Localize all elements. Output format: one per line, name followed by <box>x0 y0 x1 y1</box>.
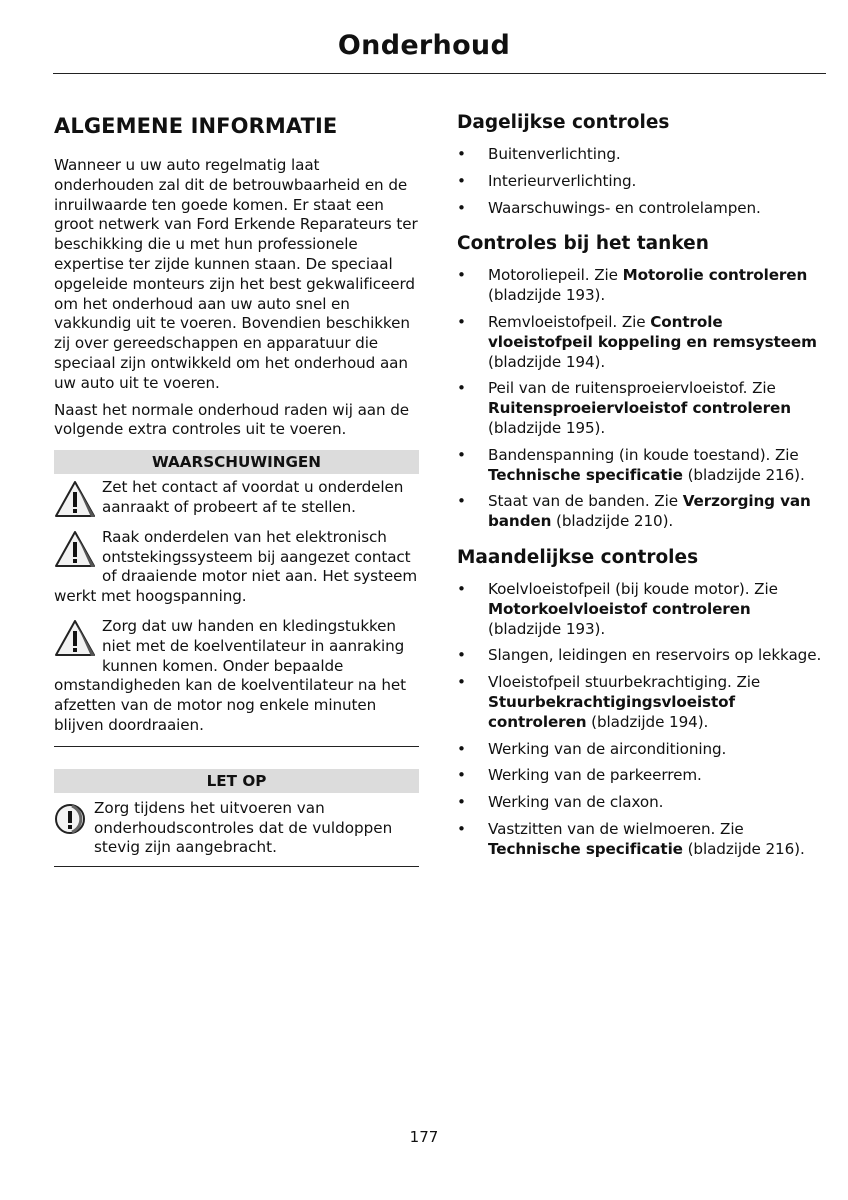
bullet-icon: • <box>457 766 466 785</box>
warning-item <box>54 528 419 607</box>
monthly-checks-list <box>457 580 825 860</box>
warning-text: Zorg dat uw handen en kledingstukken niet met de koelventilateur in aanraking kunnen komen. Onder bepaalde omstandigheden kan de koelventilateur na het afzetten van de motor nog enkele minuten blijven doordraaien. <box>54 616 406 734</box>
warnings-end-rule <box>54 746 419 747</box>
bullet-icon: • <box>457 266 466 285</box>
bullet-icon: • <box>457 579 466 598</box>
warning-text: Raak onderdelen van het elektronisch ontstekingssysteem bij aangezet contact of draaiende motor niet aan. Het systeem werkt met hoogspanning. <box>54 527 418 606</box>
list-item: • Motoroliepeil. Zie Motorolie controleren (bladzijde 193). <box>457 266 808 305</box>
fuel-checks-heading: Controles bij het tanken <box>457 233 709 255</box>
cross-reference: Verzorging van banden <box>488 492 811 531</box>
daily-checks-list <box>457 145 825 218</box>
list-item: • Vloeistofpeil stuurbekrachtiging. Zie Stuurbekrachtigingsvloeistof controleren (bladzijde 194). <box>457 673 761 731</box>
bullet-icon: • <box>457 198 466 217</box>
warning-triangle-icon <box>54 479 96 519</box>
left-column <box>54 108 419 867</box>
list-item: • Peil van de ruitensproeiervloeistof. Zie Ruitensproeiervloeistof controleren (bladzijde 195). <box>457 379 791 437</box>
intro-paragraph: Wanneer u uw auto regelmatig laat onderhouden zal dit de betrouwbaarheid en de inruilwaarde ten goede komen. Er staat een groot netwerk van Ford Erkende Reparateurs ter beschikking die u met hun professionele expertise ter zijde kunnen staan. De speciaal opgeleide monteurs zijn het best gekwalificeerd om het onderhoud aan uw auto snel en vakkundig uit te voeren. Bovendien beschikken zij over gereedschappen en apparatuur die speciaal zijn ontwikkeld om het onderhoud aan uw auto uit te voeren. <box>54 156 418 392</box>
cross-reference: Controle vloeistofpeil koppeling en remsysteem <box>488 312 817 351</box>
fuel-checks-list <box>457 266 825 532</box>
list-item: • Waarschuwings- en controlelampen. <box>457 198 761 217</box>
warning-triangle-icon <box>54 529 96 569</box>
list-item: • Vastzitten van de wielmoeren. Zie Technische specificatie (bladzijde 216). <box>457 819 805 858</box>
caution-item <box>54 799 419 858</box>
page-number: 177 <box>409 1128 439 1146</box>
section-heading-general-info: ALGEMENE INFORMATIE <box>54 114 338 138</box>
caution-text: Zorg tijdens het uitvoeren van onderhoudscontroles dat de vuldoppen stevig zijn aangebracht. <box>94 798 393 857</box>
cross-reference: Motorolie controleren <box>622 266 808 285</box>
bullet-icon: • <box>457 312 466 331</box>
list-item: • Interieurverlichting. <box>457 171 637 190</box>
caution-end-rule <box>54 866 419 867</box>
warning-item <box>54 617 419 736</box>
list-item: • Werking van de claxon. <box>457 793 664 812</box>
list-item: • Werking van de airconditioning. <box>457 739 727 758</box>
page-title: Onderhoud <box>337 30 511 61</box>
warning-triangle-icon <box>54 618 96 658</box>
bullet-icon: • <box>457 793 466 812</box>
list-item: • Koelvloeistofpeil (bij koude motor). Zie Motorkoelvloeistof controleren (bladzijde 193). <box>457 579 778 638</box>
list-item: • Buitenverlichting. <box>457 145 621 163</box>
bullet-icon: • <box>457 445 466 464</box>
monthly-checks-heading: Maandelijkse controles <box>457 546 699 568</box>
bullet-icon: • <box>457 145 466 163</box>
warning-text: Zet het contact af voordat u onderdelen aanraakt of probeert af te stellen. <box>102 478 404 516</box>
list-item: • Remvloeistofpeil. Zie Controle vloeistofpeil koppeling en remsysteem (bladzijde 194). <box>457 312 817 371</box>
caution-title: LET OP <box>54 769 419 793</box>
list-item: • Werking van de parkeerrem. <box>457 766 702 785</box>
right-column <box>457 108 825 873</box>
bullet-icon: • <box>457 171 466 190</box>
daily-checks-heading: Dagelijkse controles <box>457 112 670 133</box>
cross-reference: Technische specificatie <box>488 839 683 858</box>
header-divider <box>53 73 826 74</box>
extra-checks-paragraph: Naast het normale onderhoud raden wij aan de volgende extra controles uit te voeren. <box>54 400 410 439</box>
warnings-title: WAARSCHUWINGEN <box>54 450 419 474</box>
warning-item <box>54 478 419 518</box>
list-item: • Bandenspanning (in koude toestand). Zie Technische specificatie (bladzijde 216). <box>457 445 805 484</box>
list-item: • Slangen, leidingen en reservoirs op lekkage. <box>457 646 822 665</box>
cross-reference: Stuurbekrachtigingsvloeistof controleren <box>488 692 735 731</box>
bullet-icon: • <box>457 379 466 398</box>
bullet-icon: • <box>457 819 466 838</box>
cross-reference: Ruitensproeiervloeistof controleren <box>488 399 791 418</box>
bullet-icon: • <box>457 739 466 758</box>
cross-reference: Technische specificatie <box>488 465 683 484</box>
list-item: • Staat van de banden. Zie Verzorging van banden (bladzijde 210). <box>457 492 811 531</box>
bullet-icon: • <box>457 673 466 692</box>
bullet-icon: • <box>457 492 466 511</box>
caution-circle-icon <box>54 803 86 835</box>
cross-reference: Motorkoelvloeistof controleren <box>488 599 751 618</box>
bullet-icon: • <box>457 646 466 665</box>
